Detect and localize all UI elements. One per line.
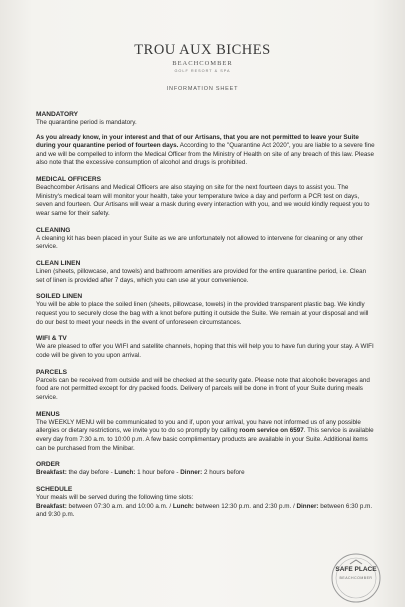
schedule-text: between 12:30 p.m. and 2:30 p.m. / xyxy=(193,502,297,510)
room-service-number: room service on 6597 xyxy=(239,427,304,435)
section-heading: SCHEDULE xyxy=(36,486,73,494)
section-text: According to the "Quarantine Act 2020", you are liable to a severe fine and we will be compelled to inform the Medical Officer from the Ministry of Health on site of any breach of this law. Please also note that the excessive consumption of alcohol and drugs is prohibited. xyxy=(36,142,375,167)
brand-subtitle: BEACHCOMBER xyxy=(172,60,233,67)
section-heading: CLEAN LINEN xyxy=(36,260,81,268)
section-text: Your meals will be served during the following time slots: xyxy=(36,494,194,502)
section-text: Linen (sheets, pillowcase, and towels) and bathroom amenities are provided for the entire quarantine period, i.e. Clean set of linen is provided after 7 days, which you can use at your convenience. xyxy=(36,268,367,284)
safe-place-seal xyxy=(330,552,382,604)
schedule-times xyxy=(36,503,376,520)
document-title: INFORMATION SHEET xyxy=(166,86,239,92)
brand-title: TROU AUX BICHES xyxy=(134,42,271,58)
document-body xyxy=(36,110,376,527)
section-menus xyxy=(36,410,376,453)
section-heading: MENUS xyxy=(36,410,60,418)
section-text: You will be able to place the soiled linen (sheets, pillowcase, towels) in the provided transparent plastic bag. We kindly request you to securely close the bag with a knot before putting it outside the Suite. We remain at your disposal and will do our best to meet your needs in the event of unforeseen circumstances. xyxy=(36,301,369,326)
section-heading: ORDER xyxy=(36,461,60,469)
order-times xyxy=(36,469,376,478)
schedule-text: between 6:30 p.m. and 9:30 p.m. xyxy=(36,502,373,519)
breakfast-label: Breakfast: xyxy=(36,502,67,510)
section-medical-officers xyxy=(36,175,376,218)
lunch-label: Lunch: xyxy=(172,502,194,510)
section-text: The quarantine period is mandatory. xyxy=(36,119,137,126)
lunch-label: Lunch: xyxy=(114,469,136,477)
section-heading: SOILED LINEN xyxy=(36,293,83,301)
section-text: A cleaning kit has been placed in your Suite as we are unfortunately not allowed to intervene for cleaning or any other service. xyxy=(36,234,363,251)
section-soiled-linen xyxy=(36,292,376,327)
section-heading: CLEANING xyxy=(36,226,71,234)
section-mandatory xyxy=(36,110,376,168)
order-text: the day before - xyxy=(66,469,115,477)
order-text: 2 hours before xyxy=(202,469,245,477)
section-heading: MEDICAL OFFICERS xyxy=(36,176,102,184)
seal-sublabel: BEACHCOMBER xyxy=(339,576,373,580)
section-text: We are pleased to offer you WIFI and satellite channels, hoping that this will help you to have fun during your stay. A WIFI code will be given to you upon arrival. xyxy=(36,343,374,360)
section-text: Beachcomber Artisans and Medical Officers are also staying on site for the next fourteen days to assist you. The Ministry's medical team will monitor your health, take your temperature twice a day and perform a PCR test on days, seven and fourteen. Our Artisans will wear a mask during every interaction with you, and we would kindly request you to wear same for their safety. xyxy=(36,184,370,217)
section-text: . This service is available every day from 7:30 a.m. to 10:00 p.m. A few basic complimentary products are available in your Suite. Additional items can be purchased from the Minibar. xyxy=(36,427,374,452)
section-heading: MANDATORY xyxy=(36,111,79,118)
breakfast-label: Breakfast: xyxy=(36,469,67,477)
section-parcels xyxy=(36,368,376,403)
seal-label: SAFE PLACE xyxy=(335,566,377,573)
section-clean-linen xyxy=(36,259,376,285)
brand-tagline: GOLF RESORT & SPA xyxy=(174,69,231,73)
dinner-label: Dinner: xyxy=(296,502,319,510)
section-paragraph xyxy=(36,419,376,453)
schedule-text: between 07:30 a.m. and 10:00 a.m. / xyxy=(66,502,173,510)
section-heading: PARCELS xyxy=(36,368,68,376)
section-cleaning xyxy=(36,226,376,252)
section-text: The WEEKLY MENU will be communicated to you and if, upon your arrival, you have not informed us of any possible allergies or dietary restrictions, we invite you to do so promptly by calling xyxy=(36,418,361,435)
section-schedule xyxy=(36,485,376,520)
section-wifi-tv xyxy=(36,334,376,360)
section-text: Parcels can be received from outside and will be checked at the security gate. Please note that alcoholic beverages and food are not permitted except for dry packed foods. Delivery of parcels will be done in front of your Suite during meals service. xyxy=(36,376,370,401)
dinner-label: Dinner: xyxy=(180,469,203,477)
section-order xyxy=(36,460,376,478)
section-paragraph xyxy=(36,134,376,168)
section-heading: WIFI & TV xyxy=(36,335,67,343)
bold-text: As you already know, in your interest and that of our Artisans, that you are not permitted to leave your Suite during your quarantine period of fourteen days. xyxy=(36,133,359,150)
order-text: 1 hour before - xyxy=(135,469,181,477)
